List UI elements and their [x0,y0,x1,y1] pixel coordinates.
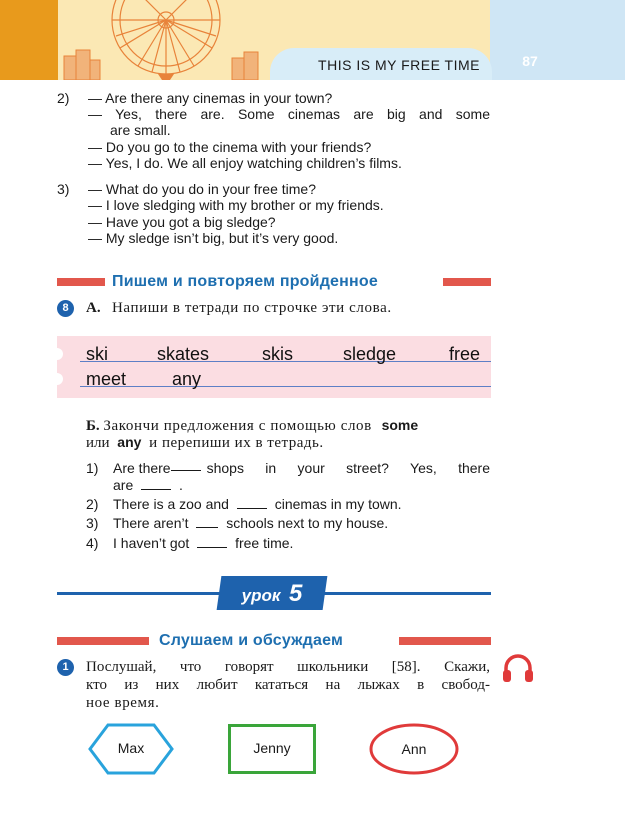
dialog-line: are small. [110,122,171,138]
margin-dot [51,373,63,385]
ferris-wheel-illustration [62,0,260,80]
answer-blank [197,537,227,548]
sentence-part: are [113,477,134,493]
header-orange-block [0,0,58,80]
sentence-part: shops in your street? Yes, there [206,460,490,476]
dialog-number: 3) [57,181,70,197]
section-heading-listen [57,632,491,652]
vocab-word: skates [157,344,210,364]
dialog-line: — What do you do in your free time? [88,181,316,197]
exercise-number-badge: 1 [57,659,74,676]
section-heading-write [57,273,491,293]
vocab-word: skis [262,344,293,364]
task-instruction-b-cont [86,434,324,452]
fill-sentence-cont [113,477,183,493]
sentence-part: . [179,477,183,493]
task-instruction: кто из них любит кататься на лыжах в свобод- [86,677,490,693]
heading-bar-left [57,637,149,645]
name-ann: Ann [401,741,427,757]
vocab-word: free [449,344,481,364]
vocab-word: sledge [343,344,397,364]
exercise-number-badge: 8 [57,300,74,317]
item-number: 3) [86,515,99,531]
answer-blank [196,517,218,528]
task-label-a: А. [86,300,101,316]
margin-dot [51,348,63,360]
task-instruction-a: Напиши в тетради по строчке эти слова. [112,300,392,316]
item-number: 4) [86,535,99,551]
sentence-part: I haven’t got [113,535,190,551]
sentence-part: schools next to my house. [226,515,389,531]
item-number: 2) [86,496,99,512]
keyword-any: any [117,434,142,450]
section-title: Пишем и повторяем пройденное [112,273,378,290]
vocab-word: meet [86,369,127,389]
fill-sentence [113,460,490,476]
vocab-word: any [172,369,202,389]
sentence-part: Are there [113,460,171,476]
answer-blank [171,460,201,471]
lesson-number: 5 [288,580,303,607]
task-label-b: Б. [86,418,100,434]
item-number: 1) [86,460,99,476]
dialog-line: — Yes, I do. We all enjoy watching children’s films. [88,155,402,171]
sentence-part: There is a zoo and [113,496,229,512]
vocab-word: ski [86,344,108,364]
dialog-line: — Do you go to the cinema with your friends? [88,139,372,155]
answer-blank [237,498,267,509]
heading-bar-right [443,278,491,286]
heading-bar-left [57,278,105,286]
sentence-part: free time. [235,535,294,551]
task-instruction: Послушай, что говорят школьники [58]. Скажи, [86,659,490,675]
name-jenny: Jenny [253,740,291,756]
heading-bar-right [399,637,491,645]
fill-sentence [113,515,388,531]
lesson-title [219,580,325,608]
task-text-b3: и перепиши их в тетрадь. [149,435,324,451]
page-number: 87 [522,53,538,69]
dialog-number: 2) [57,90,70,106]
task-text-b2: или [86,435,110,451]
sentence-part: There aren’t [113,515,189,531]
dialog-line: — Have you got a big sledge? [88,214,276,230]
task-text-b1: Закончи предложения с помощью слов [103,418,372,434]
dialog-line: — Yes, there are. Some cinemas are big and some [88,106,490,122]
section-title: Слушаем и обсуждаем [159,632,344,649]
fill-sentence [113,496,402,512]
headphones-icon[interactable] [500,652,536,684]
lesson-label: урок [241,586,281,605]
keyword-some: some [381,417,419,433]
sentence-part: cinemas in my town. [274,496,402,512]
task-instruction: ное время. [86,695,160,711]
writing-line [80,386,491,387]
fill-sentence [113,535,293,551]
name-max: Max [117,740,145,756]
dialog-line: — I love sledging with my brother or my friends. [88,197,384,213]
page-header-title: THIS IS MY FREE TIME [318,57,480,73]
answer-blank [141,479,171,490]
dialog-line: — My sledge isn’t big, but it’s very good. [88,230,339,246]
dialog-line: — Are there any cinemas in your town? [88,90,333,106]
task-instruction-b [86,417,418,435]
